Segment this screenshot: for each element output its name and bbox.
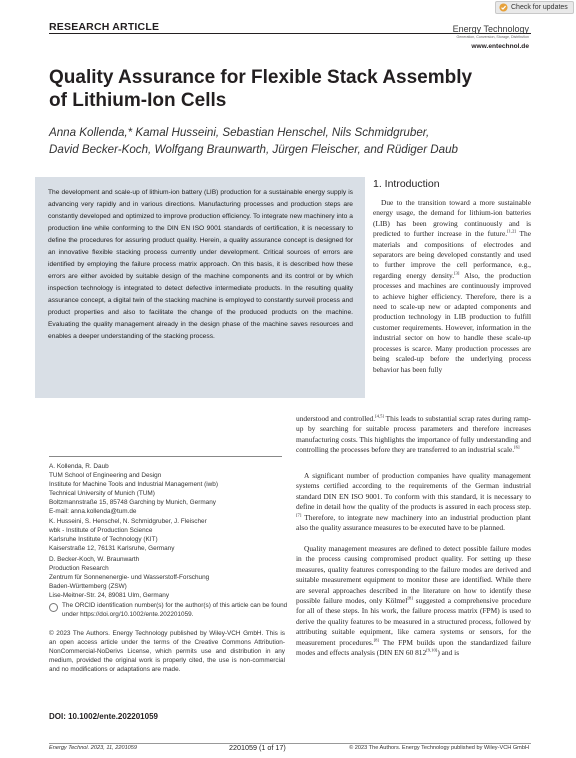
- intro-paragraph-1b: [296, 414, 531, 456]
- doi-link[interactable]: DOI: 10.1002/ente.202201059: [49, 712, 158, 721]
- footer-copyright: © 2023 The Authors. Energy Technology published by Wiley-VCH GmbH: [349, 745, 529, 751]
- affiliation-block-3: [49, 556, 289, 601]
- affiliation-line: Baden-Württemberg (ZSW): [49, 582, 127, 590]
- footer-rule: [49, 743, 531, 744]
- authors-line-1: Anna Kollenda,* Kamal Husseini, Sebastian Henschel, Nils Schmidgruber,: [49, 126, 430, 139]
- intro-text: Also, the production processes and machines are continuously improved to achieve higher efficiency. Therefore, there is a need to scale-up new or adapted components and production technology in LIB production to fulfill customer requirements. However, information in the industrial sector on how to handle these scale-up processes is scarce. Many production processes are being scaled-up before the underlying process behavior has been fully: [373, 270, 531, 374]
- affiliation-line: Institute for Machine Tools and Industrial Management (iwb): [49, 480, 218, 488]
- author-list: [49, 124, 509, 158]
- journal-tagline: Generation, Conversion, Storage, Distribution: [456, 35, 529, 39]
- intro-text: This leads to substantial scrap rates during ramp-up by searching for suitable process parameters and therefore increases manufacturing costs. This highlights the importance of fully understanding and controlling the processes before they are transferred to an industrial scale.: [296, 414, 531, 455]
- journal-url[interactable]: www.entechnol.de: [471, 43, 529, 50]
- citation[interactable]: [8]: [373, 637, 379, 643]
- check-for-updates-label: Check for updates: [511, 4, 568, 11]
- citation[interactable]: [9,10]: [426, 647, 438, 653]
- abstract-text: The development and scale-up of lithium-ion battery (LIB) production for a sustainable energy supply is advancing very rapidly and in various directions. Manufacturing processes and production steps are constantly developed and optimized to improve production efficiency. To integrate new machinery into a production line while conforming to the DIN EN ISO 9001 standards of certification, it is necessary to define the procedures for assuring product quality. Herein, a quality assurance concept is designed for an innovative flexible stacking process currently under development. Critical sources of errors are identified by employing the failure process matrix approach. On this basis, it is described how these errors are either avoided by suitable design of the machine components and its control or by which inspection technology is integrated to detect defective intermediate products. In the resulting quality assurance concept, a digital twin of the stacking machine is employed to constantly surveil process and product properties and also to facilitate the change of the produced products on the machine. Evaluating the quality management already in the design phase of the machine saves resources and enables a deeper understanding of the stacking process.: [48, 189, 353, 340]
- intro-paragraph-1a: [373, 198, 531, 375]
- intro-paragraph-2: [296, 471, 531, 533]
- affiliation-line: D. Becker-Koch, W. Braunwarth: [49, 556, 140, 563]
- section-heading-introduction: 1. Introduction: [373, 178, 440, 190]
- orcid-icon: [49, 603, 58, 612]
- affiliation-line: Technical University of Munich (TUM): [49, 489, 155, 497]
- intro-text: Quality management measures are defined to detect possible failure modes in the process causing compromised product quality. For setting up these measures, quality features corresponding to the failure modes are derived and suitable measurement equipment to monitor these are identified. While there are several approaches described in the literature on how to identify these possible failure modes, only Kölmel: [296, 544, 531, 606]
- affiliation-block-2: [49, 518, 289, 554]
- intro-text: suggested a comprehensive procedure for all of these steps. In his work, the failure process matrix (FPM) is used to derive the quality features to be measured in a structured process, followed by attributing suitable equipment, like camera systems or sensors, for the measurement procedures.: [296, 596, 531, 647]
- affiliation-rule: [49, 456, 282, 457]
- affiliation-email[interactable]: E-mail: anna.kollenda@tum.de: [49, 507, 137, 515]
- citation[interactable]: [6]: [514, 444, 520, 450]
- citation[interactable]: [7]: [296, 512, 302, 518]
- intro-text: ) and is: [437, 648, 460, 658]
- affiliation-line: A. Kollenda, R. Daub: [49, 463, 109, 470]
- article-title: Quality Assurance for Flexible Stack Assembly of Lithium-Ion Cells: [49, 67, 473, 111]
- affiliation-line: wbk - Institute of Production Science: [49, 526, 153, 534]
- affiliation-line: TUM School of Engineering and Design: [49, 471, 162, 479]
- citation[interactable]: [4,5]: [375, 413, 384, 419]
- affiliation-line: Lise-Meitner-Str. 24, 89081 Ulm, Germany: [49, 591, 170, 599]
- affiliation-line: Production Research: [49, 564, 109, 572]
- citation[interactable]: [8]: [407, 595, 413, 601]
- intro-text: The materials and compositions of electrodes and separators are being developed constantly and used to further improve the cell performance, e.g., regarding energy density.: [373, 229, 531, 280]
- intro-paragraph-3: [296, 544, 531, 658]
- intro-text: Therefore, to integrate new machinery into an industrial production plant also the quality assurance measures to be executed have to be planned.: [296, 512, 531, 533]
- intro-text: Due to the transition toward a more sustainable energy usage, the demand for lithium-ion batteries (LIB) has been growing continuously and is predicted to further increase in the future.: [373, 198, 531, 239]
- crossmark-icon: [499, 3, 508, 12]
- intro-text: A significant number of production companies have quality management systems certified according to the requirements of the German industrial standard DIN EN ISO 9001. To conform with this standard, it is necessary to define in detail how the quality of the products is assured in each process step.: [296, 471, 531, 512]
- intro-text: understood and controlled.: [296, 414, 376, 423]
- affiliation-line: Boltzmannstraße 15, 85748 Garching by Munich, Germany: [49, 498, 216, 506]
- affiliation-block-1: [49, 463, 289, 516]
- footer-citation: Energy Technol. 2023, 11, 2201059: [49, 745, 138, 751]
- affiliation-line: Kaiserstraße 12, 76131 Karlsruhe, Germany: [49, 544, 175, 552]
- journal-name: Energy Technology: [452, 24, 529, 34]
- intro-text: The FPM builds upon the standardized failure modes and effects analysis (DIN EN 60 812: [296, 637, 531, 658]
- check-for-updates-button[interactable]: [495, 1, 574, 14]
- orcid-note: [49, 602, 289, 622]
- authors-line-2: David Becker-Koch, Wolfgang Braunwarth, Jürgen Fleischer, and Rüdiger Daub: [49, 143, 459, 156]
- citation[interactable]: [1,2]: [507, 228, 516, 234]
- section-tag: RESEARCH ARTICLE: [49, 21, 160, 33]
- orcid-note-text[interactable]: The ORCID identification number(s) for the author(s) of this article can be found under https://doi.org/10.1002/ente.202201059.: [62, 602, 288, 618]
- affiliation-line: K. Husseini, S. Henschel, N. Schmidgruber, J. Fleischer: [49, 518, 207, 525]
- affiliation-line: Karlsruhe Institute of Technology (KIT): [49, 535, 158, 543]
- license-text: © 2023 The Authors. Energy Technology published by Wiley-VCH GmbH. This is an open access article under the terms of the Creative Commons Attribution-NonCommercial-NoDerivs License, which permits use and distribution in any medium, provided the original work is properly cited, the use is non-commercial and no modifications or adaptations are made.: [49, 630, 285, 673]
- citation[interactable]: [3]: [454, 270, 460, 276]
- footer-page-number: 2201059 (1 of 17): [229, 743, 286, 752]
- affiliation-line: Zentrum für Sonnenenergie- und Wasserstoff-Forschung: [49, 573, 210, 581]
